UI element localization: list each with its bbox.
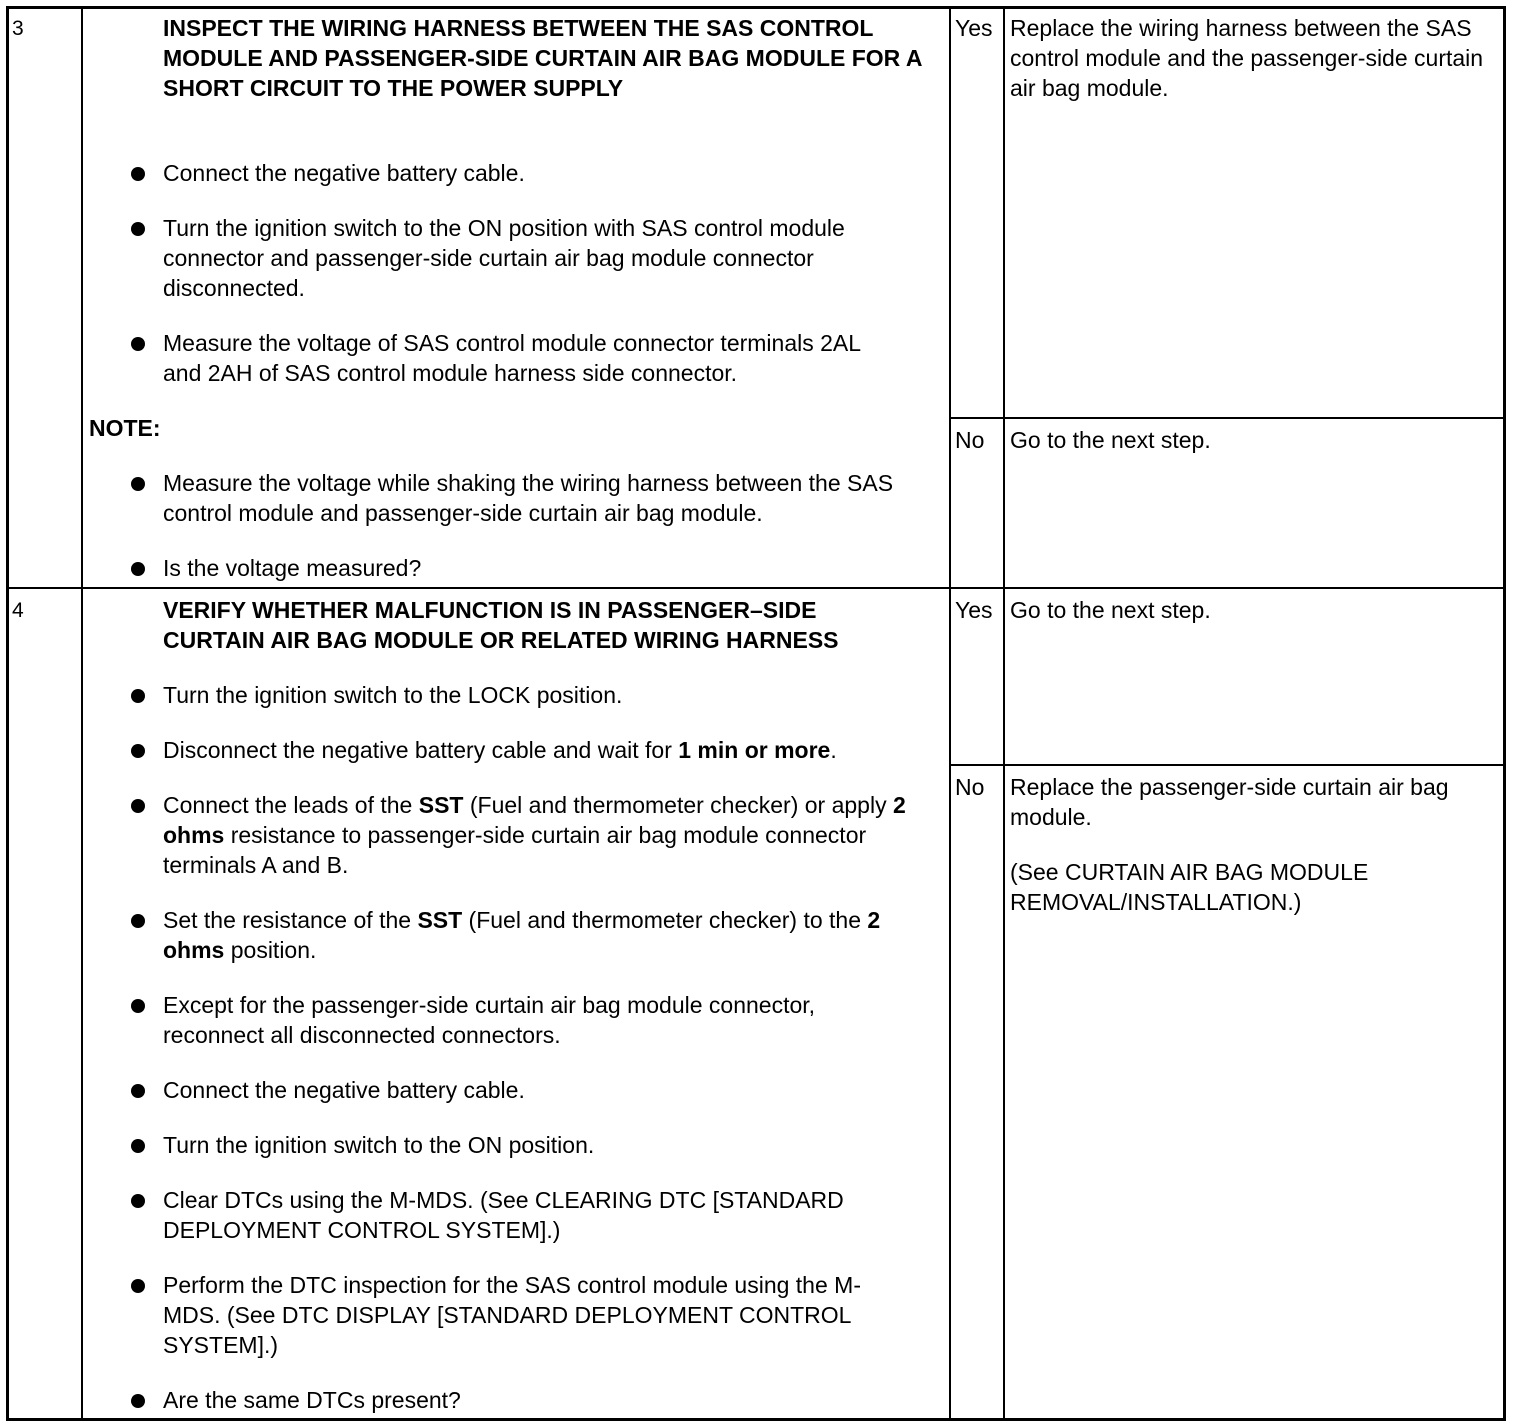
emphasis: 1 min or more — [678, 737, 831, 763]
step-instruction: Turn the ignition switch to the ON position. — [163, 1132, 595, 1158]
bullet-icon — [131, 477, 145, 491]
bullet-icon — [131, 1394, 145, 1408]
row-divider — [8, 587, 1504, 589]
yes-action: Go to the next step. — [1010, 597, 1211, 623]
step-instruction: Perform the DTC inspection for the SAS control module using the M-MDS. (See DTC DISPLAY [STANDARD DEPLOYMENT CONTROL SYSTEM].) — [163, 1272, 861, 1358]
no-action — [1010, 772, 1498, 942]
step-instruction: Measure the voltage of SAS control module connector terminals 2AL and 2AH of SAS control module harness side connector. — [163, 330, 861, 386]
text-segment: (Fuel and thermometer checker) to the — [462, 907, 868, 933]
step-instruction: Connect the negative battery cable. — [163, 160, 525, 186]
col-divider-step — [81, 8, 83, 1420]
bullet-icon — [131, 799, 145, 813]
bullet-icon — [131, 1084, 145, 1098]
bullet-icon — [131, 914, 145, 928]
no-label: No — [955, 774, 985, 800]
result-divider-row3 — [949, 417, 1504, 419]
note-instruction: Measure the voltage while shaking the wiring harness between the SAS control module and passenger-side curtain air bag module. — [163, 470, 894, 526]
bullet-icon — [131, 744, 145, 758]
step-heading: VERIFY WHETHER MALFUNCTION IS IN PASSENGER–SIDE CURTAIN AIR BAG MODULE OR RELATED WIRING HARNESS — [163, 597, 839, 653]
yes-label: Yes — [955, 597, 993, 623]
yes-label: Yes — [955, 15, 993, 41]
text-segment: . — [830, 737, 837, 763]
no-label: No — [955, 427, 985, 453]
bullet-icon — [131, 562, 145, 576]
col-divider-result — [1003, 8, 1005, 1420]
step-number: 4 — [12, 599, 24, 622]
step-number: 3 — [12, 17, 24, 40]
step-heading: INSPECT THE WIRING HARNESS BETWEEN THE SAS CONTROL MODULE AND PASSENGER-SIDE CURTAIN AIR BAG MODULE FOR A SHORT CIRCUIT TO THE POWER SUPPLY — [163, 15, 922, 101]
emphasis: SST — [417, 907, 463, 933]
step-instruction: Turn the ignition switch to the ON position with SAS control module connector and passenger-side curtain air bag module connector disconnected. — [163, 215, 845, 301]
bullet-icon — [131, 1194, 145, 1208]
step-instruction — [163, 790, 913, 880]
text-segment: Disconnect the negative battery cable and wait for — [163, 737, 679, 763]
emphasis: 2 ohms — [163, 907, 881, 963]
bullet-icon — [131, 689, 145, 703]
yes-action: Replace the wiring harness between the SAS control module and the passenger-side curtain air bag module. — [1010, 15, 1484, 101]
bullet-icon — [131, 1279, 145, 1293]
no-action: Go to the next step. — [1010, 427, 1211, 453]
step-instruction — [163, 735, 933, 765]
no-action-text: Replace the passenger-side curtain air bag module. — [1010, 774, 1449, 830]
step-instruction: Clear DTCs using the M-MDS. (See CLEARING DTC [STANDARD DEPLOYMENT CONTROL SYSTEM].) — [163, 1187, 844, 1243]
emphasis: 2 ohms — [163, 792, 906, 848]
bullet-icon — [131, 222, 145, 236]
step-instruction: Except for the passenger-side curtain air bag module connector, reconnect all disconnected connectors. — [163, 992, 816, 1048]
result-divider-row4 — [949, 764, 1504, 766]
step-question: Is the voltage measured? — [163, 555, 422, 581]
text-segment: Set the resistance of the — [163, 907, 418, 933]
emphasis: SST — [418, 792, 464, 818]
step-instruction: Connect the negative battery cable. — [163, 1077, 525, 1103]
step-instruction: Turn the ignition switch to the LOCK position. — [163, 682, 623, 708]
no-action-reference: (See CURTAIN AIR BAG MODULE REMOVAL/INSTALLATION.) — [1010, 859, 1369, 915]
text-segment: Connect the leads of the — [163, 792, 419, 818]
text-segment: position. — [224, 937, 317, 963]
note-label: NOTE: — [89, 415, 161, 441]
step-question: Are the same DTCs present? — [163, 1387, 461, 1413]
step-instruction — [163, 905, 893, 965]
col-divider-inspection — [949, 8, 951, 1420]
text-segment: (Fuel and thermometer checker) or apply — [463, 792, 893, 818]
text-segment: resistance to passenger-side curtain air bag module connector terminals A and B. — [163, 822, 867, 878]
bullet-icon — [131, 1139, 145, 1153]
bullet-icon — [131, 337, 145, 351]
bullet-icon — [131, 167, 145, 181]
bullet-icon — [131, 999, 145, 1013]
